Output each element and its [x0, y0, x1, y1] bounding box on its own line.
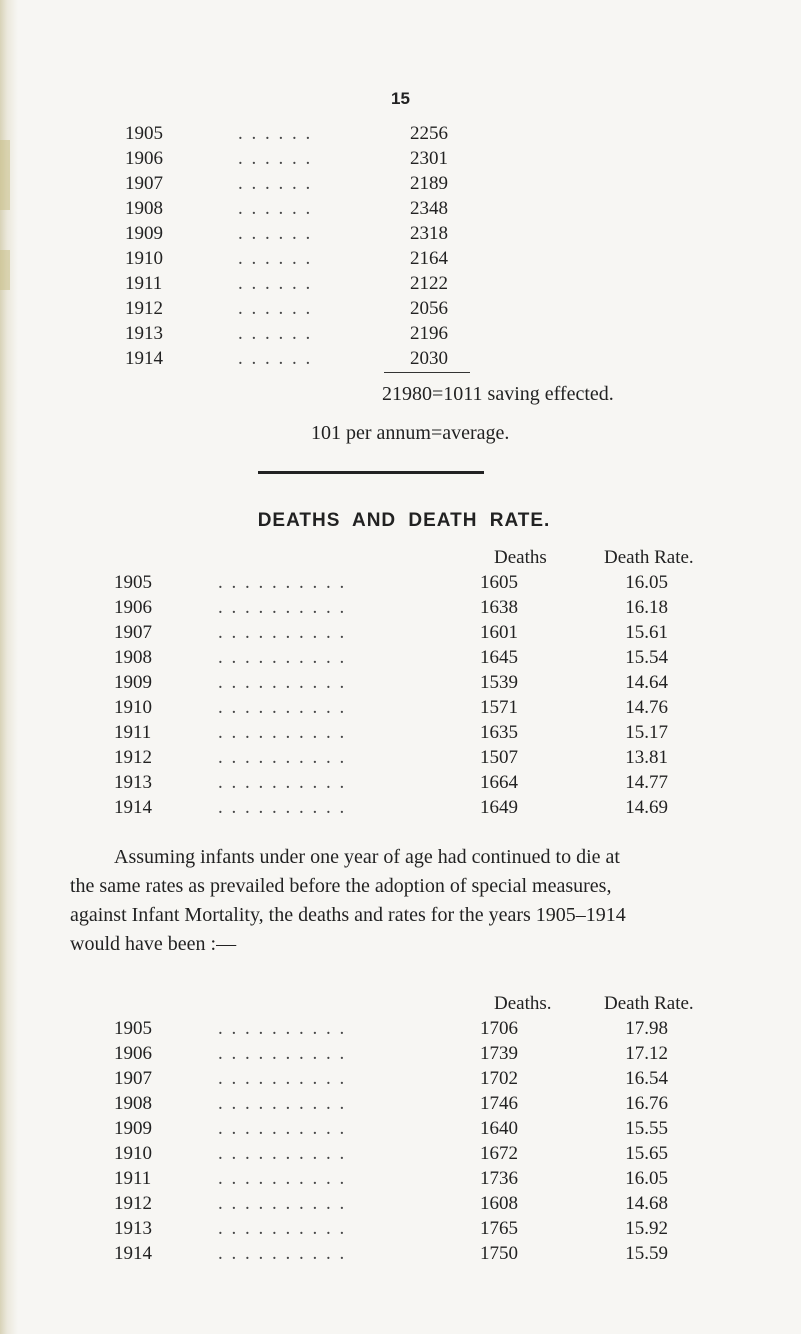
- rate-cell: 16.18: [625, 597, 668, 618]
- deaths-cell: 1539: [480, 672, 518, 693]
- value-cell: 2256: [410, 123, 448, 144]
- deaths-cell: 1750: [480, 1243, 518, 1264]
- value-cell: 2318: [410, 223, 448, 244]
- deaths-cell: 1605: [480, 572, 518, 593]
- rate-cell: 17.12: [625, 1043, 668, 1064]
- deaths-cell: 1601: [480, 622, 518, 643]
- deaths-cell: 1608: [480, 1193, 518, 1214]
- year-cell: 1907: [114, 622, 152, 643]
- year-cell: 1909: [125, 223, 163, 244]
- leader-dots: . . . . . . . . . .: [218, 1193, 347, 1214]
- column-header-death-rate: Death Rate.: [604, 993, 694, 1014]
- paragraph-line: against Infant Mortality, the deaths and rates for the years 1905–1914: [70, 904, 626, 926]
- value-cell: 2189: [410, 173, 448, 194]
- deaths-cell: 1765: [480, 1218, 518, 1239]
- year-cell: 1910: [125, 248, 163, 269]
- deaths-cell: 1664: [480, 772, 518, 793]
- section-divider: [258, 471, 484, 474]
- rate-cell: 16.05: [625, 1168, 668, 1189]
- leader-dots: . . . . . . . . . .: [218, 572, 347, 593]
- year-cell: 1910: [114, 1143, 152, 1164]
- deaths-cell: 1672: [480, 1143, 518, 1164]
- leader-dots: . . . . . .: [238, 248, 313, 269]
- deaths-cell: 1746: [480, 1093, 518, 1114]
- average-line: 101 per annum=average.: [311, 422, 510, 444]
- deaths-cell: 1736: [480, 1168, 518, 1189]
- value-cell: 2122: [410, 273, 448, 294]
- body-paragraph: [70, 843, 777, 959]
- leader-dots: . . . . . . . . . .: [218, 597, 347, 618]
- rate-cell: 15.55: [625, 1118, 668, 1139]
- page-edge-stain: [0, 250, 10, 290]
- rate-cell: 13.81: [625, 747, 668, 768]
- rate-cell: 15.61: [625, 622, 668, 643]
- page-number: 15: [391, 89, 410, 108]
- leader-dots: . . . . . . . . . .: [218, 1043, 347, 1064]
- rate-cell: 14.68: [625, 1193, 668, 1214]
- year-cell: 1909: [114, 1118, 152, 1139]
- rate-cell: 15.59: [625, 1243, 668, 1264]
- year-cell: 1914: [114, 797, 152, 818]
- year-cell: 1907: [114, 1068, 152, 1089]
- year-cell: 1906: [125, 148, 163, 169]
- year-cell: 1914: [125, 348, 163, 369]
- rate-cell: 16.76: [625, 1093, 668, 1114]
- deaths-cell: 1702: [480, 1068, 518, 1089]
- value-cell: 2030: [410, 348, 448, 369]
- year-cell: 1907: [125, 173, 163, 194]
- leader-dots: . . . . . . . . . .: [218, 672, 347, 693]
- leader-dots: . . . . . .: [238, 323, 313, 344]
- rate-cell: 14.77: [625, 772, 668, 793]
- deaths-cell: 1645: [480, 647, 518, 668]
- leader-dots: . . . . . . . . . .: [218, 697, 347, 718]
- year-cell: 1908: [114, 1093, 152, 1114]
- rate-cell: 16.05: [625, 572, 668, 593]
- paragraph-line: the same rates as prevailed before the adoption of special measures,: [70, 875, 612, 897]
- leader-dots: . . . . . . . . . .: [218, 747, 347, 768]
- leader-dots: . . . . . . . . . .: [218, 647, 347, 668]
- leader-dots: . . . . . . . . . .: [218, 1218, 347, 1239]
- section-heading: DEATHS AND DEATH RATE.: [257, 510, 551, 531]
- value-cell: 2164: [410, 248, 448, 269]
- year-cell: 1905: [114, 572, 152, 593]
- year-cell: 1913: [125, 323, 163, 344]
- rate-cell: 14.64: [625, 672, 668, 693]
- leader-dots: . . . . . .: [238, 298, 313, 319]
- year-cell: 1911: [125, 273, 163, 294]
- deaths-cell: 1635: [480, 722, 518, 743]
- paragraph-line: Assuming infants under one year of age had continued to die at: [114, 846, 620, 868]
- value-cell: 2196: [410, 323, 448, 344]
- rate-cell: 15.65: [625, 1143, 668, 1164]
- leader-dots: . . . . . . . . . .: [218, 1143, 347, 1164]
- year-cell: 1913: [114, 772, 152, 793]
- deaths-cell: 1706: [480, 1018, 518, 1039]
- column-header-deaths: Deaths: [494, 547, 547, 568]
- deaths-cell: 1649: [480, 797, 518, 818]
- year-cell: 1914: [114, 1243, 152, 1264]
- leader-dots: . . . . . .: [238, 198, 313, 219]
- leader-dots: . . . . . . . . . .: [218, 1243, 347, 1264]
- rate-cell: 15.17: [625, 722, 668, 743]
- leader-dots: . . . . . . . . . .: [218, 1068, 347, 1089]
- rate-cell: 15.92: [625, 1218, 668, 1239]
- leader-dots: . . . . . . . . . .: [218, 1118, 347, 1139]
- leader-dots: . . . . . .: [238, 223, 313, 244]
- leader-dots: . . . . . .: [238, 173, 313, 194]
- leader-dots: . . . . . . . . . .: [218, 1093, 347, 1114]
- value-cell: 2301: [410, 148, 448, 169]
- leader-dots: . . . . . . . . . .: [218, 1018, 347, 1039]
- leader-dots: . . . . . . . . . .: [218, 772, 347, 793]
- rate-cell: 14.69: [625, 797, 668, 818]
- rate-cell: 16.54: [625, 1068, 668, 1089]
- sum-rule: [384, 372, 470, 373]
- leader-dots: . . . . . .: [238, 273, 313, 294]
- year-cell: 1911: [114, 722, 152, 743]
- deaths-cell: 1507: [480, 747, 518, 768]
- year-cell: 1913: [114, 1218, 152, 1239]
- value-cell: 2056: [410, 298, 448, 319]
- year-cell: 1911: [114, 1168, 152, 1189]
- rate-cell: 17.98: [625, 1018, 668, 1039]
- page-edge-stain: [0, 140, 10, 210]
- year-cell: 1912: [114, 1193, 152, 1214]
- leader-dots: . . . . . .: [238, 348, 313, 369]
- deaths-cell: 1739: [480, 1043, 518, 1064]
- leader-dots: . . . . . . . . . .: [218, 722, 347, 743]
- year-cell: 1906: [114, 1043, 152, 1064]
- year-cell: 1912: [125, 298, 163, 319]
- column-header-deaths: Deaths.: [494, 993, 552, 1014]
- year-cell: 1905: [125, 123, 163, 144]
- year-cell: 1905: [114, 1018, 152, 1039]
- paragraph-line: would have been :—: [70, 933, 237, 955]
- year-cell: 1908: [125, 198, 163, 219]
- leader-dots: . . . . . .: [238, 148, 313, 169]
- leader-dots: . . . . . . . . . .: [218, 622, 347, 643]
- year-cell: 1906: [114, 597, 152, 618]
- leader-dots: . . . . . . . . . .: [218, 797, 347, 818]
- column-header-death-rate: Death Rate.: [604, 547, 694, 568]
- rate-cell: 15.54: [625, 647, 668, 668]
- year-cell: 1910: [114, 697, 152, 718]
- deaths-cell: 1640: [480, 1118, 518, 1139]
- value-cell: 2348: [410, 198, 448, 219]
- year-cell: 1908: [114, 647, 152, 668]
- deaths-cell: 1571: [480, 697, 518, 718]
- leader-dots: . . . . . . . . . .: [218, 1168, 347, 1189]
- year-cell: 1912: [114, 747, 152, 768]
- deaths-cell: 1638: [480, 597, 518, 618]
- total-line: 21980=1011 saving effected.: [382, 383, 614, 405]
- year-cell: 1909: [114, 672, 152, 693]
- leader-dots: . . . . . .: [238, 123, 313, 144]
- rate-cell: 14.76: [625, 697, 668, 718]
